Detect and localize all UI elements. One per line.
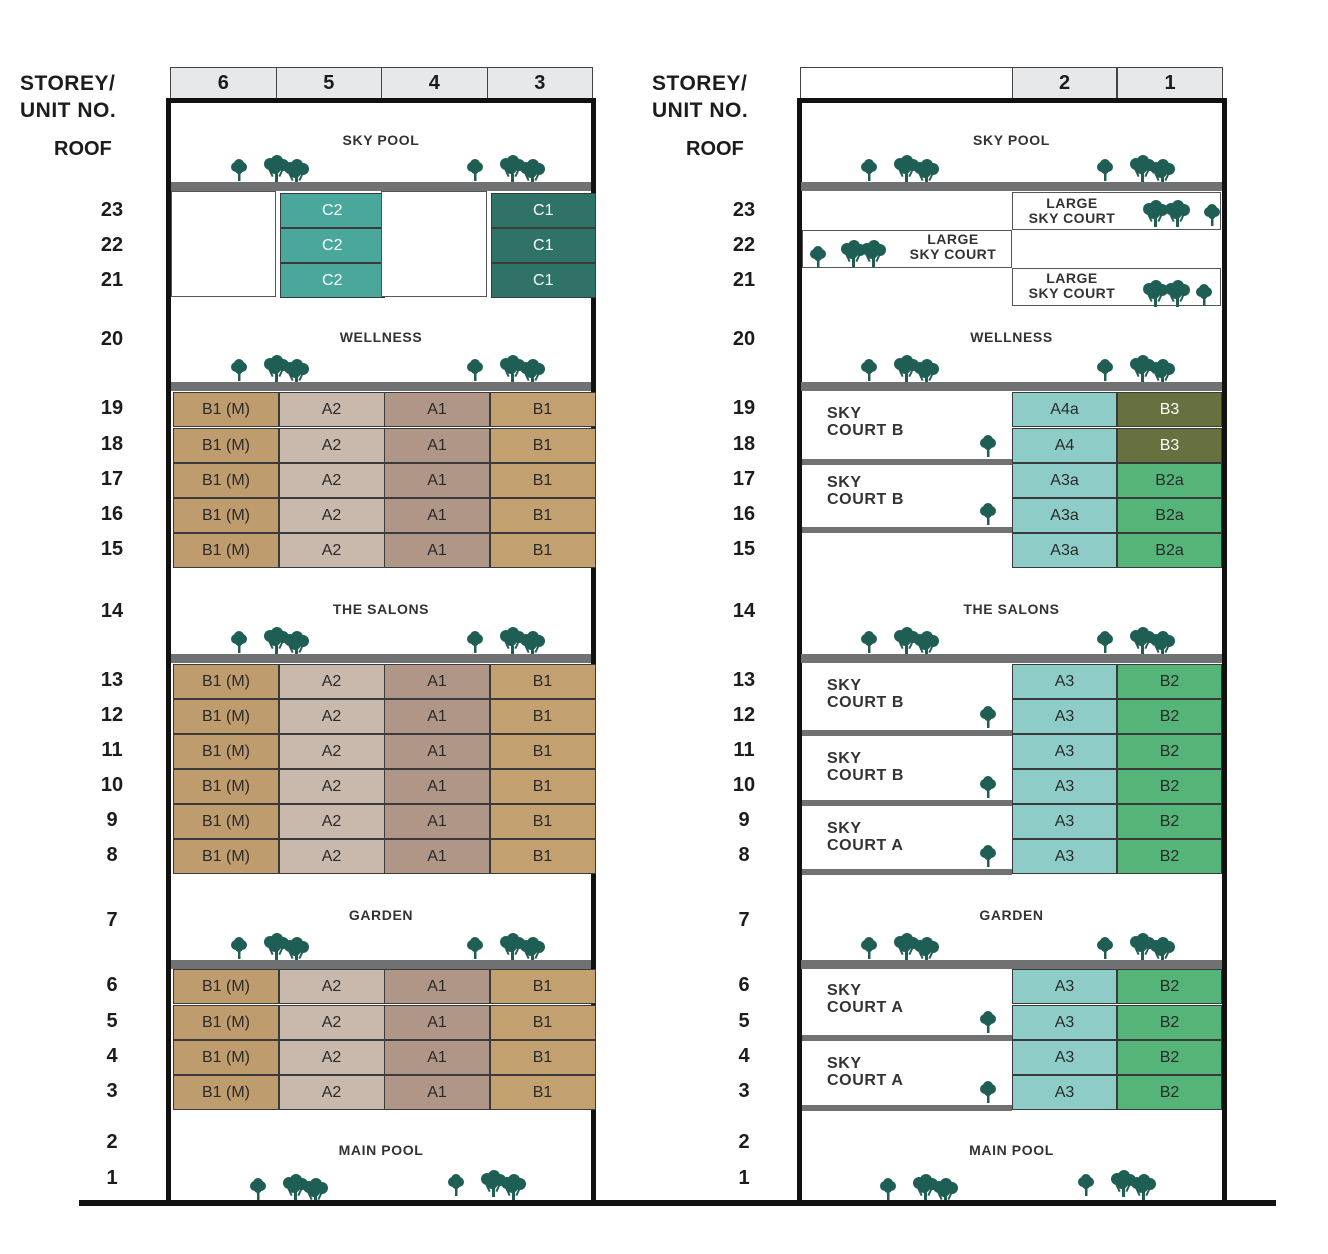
unit-cell: B1 (M): [173, 463, 279, 498]
empty-unit-area: [171, 191, 276, 297]
unit-cell: B2: [1117, 734, 1222, 769]
empty-unit-area: [381, 191, 487, 297]
sky-court-label: SKY COURT A: [827, 982, 904, 1016]
unit-cell: A2: [279, 1075, 385, 1110]
unit-cell: A1: [384, 428, 490, 463]
unit-column-header: 6: [170, 67, 277, 100]
storey-number: 12: [100, 704, 124, 726]
unit-cell: B2a: [1117, 463, 1222, 498]
tree-icon: [978, 1081, 998, 1103]
unit-cell: B2: [1117, 1075, 1222, 1110]
unit-cell: B1: [490, 734, 596, 769]
floor-slab: [171, 654, 591, 663]
facility-label: SKY POOL: [342, 132, 420, 148]
unit-cell: C2: [280, 263, 386, 298]
floor-slab: [801, 654, 1222, 663]
unit-cell: A4: [1012, 428, 1117, 463]
unit-cell: B1 (M): [173, 839, 279, 874]
facility-label: SKY POOL: [973, 132, 1050, 148]
unit-cell: A1: [384, 533, 490, 568]
tree-icon: [465, 159, 485, 181]
unit-cell: A3a: [1012, 498, 1117, 533]
unit-cell: B1: [490, 498, 596, 533]
unit-cell: B1: [490, 969, 596, 1004]
storey-number: 22: [732, 234, 756, 256]
unit-cell: B1: [490, 664, 596, 699]
storey-number: 5: [106, 1010, 118, 1032]
unit-cell: A3: [1012, 734, 1117, 769]
tree-icon: [859, 159, 879, 181]
sky-court-label: SKY COURT B: [827, 474, 905, 508]
storey-number: 18: [100, 433, 124, 455]
storey-number: 3: [106, 1080, 118, 1102]
unit-cell: A2: [279, 804, 385, 839]
unit-cell: A3: [1012, 769, 1117, 804]
storey-number: 3: [738, 1080, 750, 1102]
storey-number: 20: [732, 328, 756, 350]
ground-line: [79, 1200, 1276, 1206]
unit-cell: B2: [1117, 769, 1222, 804]
tree-icon: [465, 631, 485, 653]
unit-cell: A2: [279, 533, 385, 568]
tree-icon: [248, 1178, 268, 1200]
tree-icon: [465, 359, 485, 381]
storey-number: 20: [100, 328, 124, 350]
unit-cell: B1 (M): [173, 533, 279, 568]
tree-icon: [978, 1011, 998, 1033]
storey-number: 4: [106, 1045, 118, 1067]
roof-label: ROOF: [54, 138, 112, 160]
storey-number: 6: [106, 974, 118, 996]
sky-court-label: SKY COURT B: [827, 405, 905, 439]
unit-cell: A1: [384, 664, 490, 699]
unit-cell: B2: [1117, 699, 1222, 734]
storey-number: 23: [732, 199, 756, 221]
unit-column-header: 1: [1117, 67, 1223, 100]
storey-number: 13: [100, 669, 124, 691]
unit-cell: A1: [384, 769, 490, 804]
tree-icon: [1095, 359, 1115, 381]
unit-cell: B1 (M): [173, 1040, 279, 1075]
storey-number: 21: [100, 269, 124, 291]
storey-number: 11: [733, 739, 755, 761]
unit-cell: C1: [491, 228, 597, 263]
unit-cell: B1: [490, 428, 596, 463]
unit-column-header: 3: [487, 67, 594, 100]
unit-cell: B3: [1117, 392, 1222, 427]
tree-icon: [978, 706, 998, 728]
unit-cell: B2: [1117, 1005, 1222, 1040]
storey-number: 14: [732, 600, 756, 622]
tree-icon: [978, 776, 998, 798]
unit-cell: A3: [1012, 1040, 1117, 1075]
unit-cell: A2: [279, 463, 385, 498]
facility-label: MAIN POOL: [338, 1142, 424, 1158]
unit-cell: B2: [1117, 804, 1222, 839]
unit-cell: A3a: [1012, 463, 1117, 498]
unit-cell: A1: [384, 498, 490, 533]
storey-number: 9: [106, 809, 118, 831]
tree-icon: [808, 246, 828, 268]
unit-cell: A3: [1012, 1075, 1117, 1110]
sky-court-slab: [802, 1035, 1012, 1041]
large-sky-court-label: LARGE SKY COURT: [1028, 195, 1116, 226]
floor-slab: [171, 382, 591, 391]
facility-label: WELLNESS: [339, 329, 423, 345]
unit-cell: B1: [490, 1005, 596, 1040]
storey-number: 16: [732, 503, 756, 525]
sky-court-label: SKY COURT A: [827, 820, 904, 854]
unit-cell: A1: [384, 734, 490, 769]
unit-cell: A1: [384, 969, 490, 1004]
tree-icon: [859, 631, 879, 653]
storey-number: 7: [738, 909, 750, 931]
tree-icon: [978, 845, 998, 867]
tree-icon: [978, 435, 998, 457]
facility-label: MAIN POOL: [969, 1142, 1054, 1158]
large-sky-court-label: LARGE SKY COURT: [909, 231, 997, 262]
unit-cell: A2: [279, 839, 385, 874]
unit-cell: B2: [1117, 839, 1222, 874]
floor-slab: [801, 960, 1222, 969]
tree-icon: [1095, 159, 1115, 181]
tree-icon: [1194, 284, 1214, 306]
tree-icon: [1128, 1174, 1158, 1202]
unit-cell: B1: [490, 804, 596, 839]
storey-number: 21: [732, 269, 756, 291]
unit-column-header-blank: [800, 67, 1013, 100]
unit-cell: C1: [491, 193, 597, 228]
unit-cell: A2: [279, 1005, 385, 1040]
storey-number: 2: [106, 1131, 118, 1153]
unit-cell: A2: [279, 699, 385, 734]
unit-cell: B1: [490, 463, 596, 498]
tree-icon: [465, 937, 485, 959]
facility-label: THE SALONS: [332, 601, 430, 617]
unit-cell: B3: [1117, 428, 1222, 463]
storey-number: 1: [738, 1167, 750, 1189]
sky-court-slab: [802, 730, 1012, 736]
tree-icon: [858, 240, 888, 268]
storey-number: 7: [106, 909, 118, 931]
sky-court-slab: [802, 800, 1012, 806]
unit-cell: B1 (M): [173, 392, 279, 427]
storey-number: 9: [738, 809, 750, 831]
storey-number: 12: [732, 704, 756, 726]
tree-icon: [859, 937, 879, 959]
storey-number: 5: [738, 1010, 750, 1032]
large-sky-court-label: LARGE SKY COURT: [1028, 270, 1116, 301]
unit-cell: A1: [384, 1040, 490, 1075]
unit-cell: B1 (M): [173, 804, 279, 839]
unit-cell: A2: [279, 734, 385, 769]
tree-icon: [229, 159, 249, 181]
storey-number: 11: [101, 739, 123, 761]
tree-icon: [878, 1178, 898, 1200]
storey-number: 18: [732, 433, 756, 455]
storey-number: 22: [100, 234, 124, 256]
unit-cell: B1 (M): [173, 428, 279, 463]
tree-icon: [1095, 937, 1115, 959]
unit-cell: A1: [384, 699, 490, 734]
storey-number: 10: [732, 774, 756, 796]
unit-cell: B2a: [1117, 498, 1222, 533]
storey-number: 15: [732, 538, 756, 560]
tree-icon: [1076, 1174, 1096, 1196]
tree-icon: [1162, 280, 1192, 308]
tree-icon: [498, 1174, 528, 1202]
unit-cell: A2: [279, 664, 385, 699]
facility-label: GARDEN: [979, 907, 1044, 923]
unit-cell: B1: [490, 533, 596, 568]
storey-number: 4: [738, 1045, 750, 1067]
unit-cell: C1: [491, 263, 597, 298]
storey-number: 13: [732, 669, 756, 691]
storey-number: 8: [106, 844, 118, 866]
unit-column-header: 5: [276, 67, 383, 100]
unit-cell: B1 (M): [173, 969, 279, 1004]
unit-cell: A3: [1012, 969, 1117, 1004]
facility-label: GARDEN: [348, 907, 414, 923]
unit-cell: A3: [1012, 1005, 1117, 1040]
unit-cell: B1 (M): [173, 734, 279, 769]
tree-icon: [1162, 200, 1192, 228]
unit-cell: A2: [279, 498, 385, 533]
roof-label: ROOF: [686, 138, 744, 160]
unit-cell: A1: [384, 392, 490, 427]
unit-cell: A1: [384, 463, 490, 498]
tree-icon: [1095, 631, 1115, 653]
storey-number: 6: [738, 974, 750, 996]
floor-slab: [801, 182, 1222, 191]
storey-number: 17: [732, 468, 756, 490]
storey-unit-label: STOREY/ UNIT NO.: [652, 72, 749, 122]
storey-number: 19: [100, 397, 124, 419]
unit-column-header: 4: [381, 67, 488, 100]
unit-cell: B2: [1117, 664, 1222, 699]
tree-icon: [859, 359, 879, 381]
storey-number: 15: [100, 538, 124, 560]
unit-cell: B2: [1117, 969, 1222, 1004]
facility-label: THE SALONS: [963, 601, 1060, 617]
floor-slab: [171, 960, 591, 969]
storey-number: 16: [100, 503, 124, 525]
facility-label: WELLNESS: [970, 329, 1053, 345]
sky-court-slab: [802, 527, 1012, 533]
storey-number: 1: [106, 1167, 118, 1189]
sky-court-label: SKY COURT A: [827, 1055, 904, 1089]
unit-cell: B1 (M): [173, 769, 279, 804]
unit-cell: A4a: [1012, 392, 1117, 427]
tree-icon: [229, 359, 249, 381]
storey-number: 23: [100, 199, 124, 221]
unit-cell: B1 (M): [173, 1075, 279, 1110]
unit-cell: A3: [1012, 839, 1117, 874]
storey-number: 8: [738, 844, 750, 866]
floor-slab: [171, 182, 591, 191]
storey-number: 19: [732, 397, 756, 419]
unit-cell: B1 (M): [173, 1005, 279, 1040]
unit-cell: B1 (M): [173, 664, 279, 699]
unit-cell: A1: [384, 804, 490, 839]
unit-cell: B1: [490, 1075, 596, 1110]
tree-icon: [446, 1174, 466, 1196]
sky-court-slab: [802, 1105, 1012, 1111]
sky-court-label: SKY COURT B: [827, 750, 905, 784]
storey-number: 2: [738, 1131, 750, 1153]
tree-icon: [978, 503, 998, 525]
unit-cell: C2: [280, 228, 386, 263]
unit-cell: A3: [1012, 664, 1117, 699]
unit-cell: A3a: [1012, 533, 1117, 568]
unit-cell: A2: [279, 769, 385, 804]
tree-icon: [229, 937, 249, 959]
unit-cell: A1: [384, 839, 490, 874]
unit-cell: B1 (M): [173, 498, 279, 533]
unit-cell: A3: [1012, 699, 1117, 734]
unit-cell: A1: [384, 1005, 490, 1040]
unit-cell: B1: [490, 699, 596, 734]
unit-cell: B1: [490, 839, 596, 874]
unit-cell: B2a: [1117, 533, 1222, 568]
unit-column-header: 2: [1012, 67, 1117, 100]
storey-unit-label: STOREY/ UNIT NO.: [20, 72, 117, 122]
unit-cell: B2: [1117, 1040, 1222, 1075]
sky-court-slab: [802, 459, 1012, 465]
unit-cell: C2: [280, 193, 386, 228]
unit-cell: A2: [279, 392, 385, 427]
storey-number: 10: [100, 774, 124, 796]
unit-cell: B1: [490, 769, 596, 804]
unit-cell: B1: [490, 392, 596, 427]
unit-cell: B1: [490, 1040, 596, 1075]
unit-cell: A2: [279, 428, 385, 463]
floor-slab: [801, 382, 1222, 391]
sky-court-slab: [802, 869, 1012, 875]
sky-court-label: SKY COURT B: [827, 677, 905, 711]
storey-number: 14: [100, 600, 124, 622]
unit-cell: A3: [1012, 804, 1117, 839]
tree-icon: [1202, 204, 1222, 226]
unit-cell: A2: [279, 1040, 385, 1075]
unit-cell: A1: [384, 1075, 490, 1110]
storey-number: 17: [100, 468, 124, 490]
unit-cell: B1 (M): [173, 699, 279, 734]
unit-cell: A2: [279, 969, 385, 1004]
tree-icon: [229, 631, 249, 653]
